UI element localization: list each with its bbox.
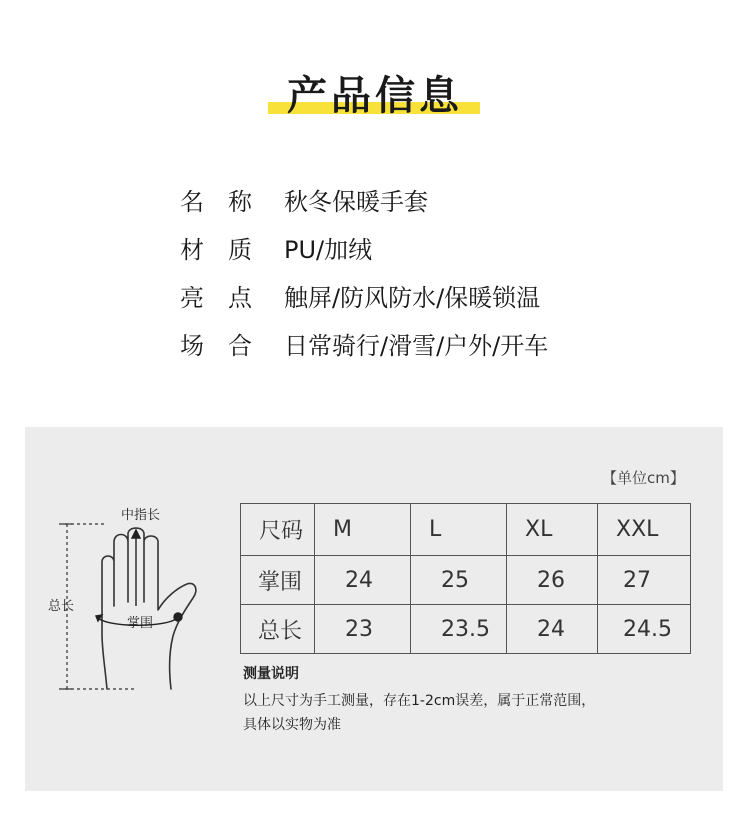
middle-finger-arrow <box>132 530 140 606</box>
note-line: 具体以实物为准 <box>243 717 341 733</box>
info-label: 材 质 <box>180 236 252 264</box>
table-row <box>241 556 691 605</box>
info-label: 场 合 <box>180 332 252 360</box>
table-cell: 24 <box>315 556 411 605</box>
palm-label: 掌围 <box>127 616 154 631</box>
info-row-occasion <box>180 328 640 376</box>
product-info <box>180 184 640 376</box>
table-cell: 26 <box>507 556 598 605</box>
note-line: 以上尺寸为手工测量，存在1-2cm误差，属于正常范围， <box>243 693 596 709</box>
info-value: PU/加绒 <box>284 236 373 264</box>
table-row <box>241 605 691 654</box>
info-row-highlights <box>180 280 640 328</box>
note-title: 测量说明 <box>243 666 299 682</box>
info-label: 名 称 <box>180 188 252 216</box>
table-cell: 尺码 <box>241 504 315 556</box>
info-row-material <box>180 232 640 280</box>
size-chart-panel <box>25 427 723 791</box>
measurement-note <box>243 663 703 737</box>
table-cell: 24 <box>507 605 598 654</box>
title-section <box>0 62 750 122</box>
page-title: 产品信息 <box>287 73 463 119</box>
middle-finger-label: 中指长 <box>121 508 161 523</box>
table-cell: 24.5 <box>598 605 691 654</box>
table-cell: M <box>315 504 411 556</box>
table-cell: 23 <box>315 605 411 654</box>
table-cell: 总长 <box>241 605 315 654</box>
hand-measure-diagram <box>47 502 247 697</box>
info-value: 触屏/防风防水/保暖锁温 <box>284 284 541 312</box>
size-table <box>240 503 691 654</box>
hand-outline <box>102 528 196 689</box>
table-cell: L <box>411 504 507 556</box>
info-value: 日常骑行/滑雪/户外/开车 <box>284 332 549 360</box>
table-cell: 25 <box>411 556 507 605</box>
info-label: 亮 点 <box>180 284 252 312</box>
unit-label: 【单位cm】 <box>602 469 685 487</box>
info-value: 秋冬保暖手套 <box>284 188 428 216</box>
table-cell: XXL <box>598 504 691 556</box>
table-header-row <box>241 504 691 556</box>
info-row-name <box>180 184 640 232</box>
table-cell: 掌围 <box>241 556 315 605</box>
table-cell: XL <box>507 504 598 556</box>
table-cell: 23.5 <box>411 605 507 654</box>
total-length-label: 总长 <box>48 599 75 614</box>
table-cell: 27 <box>598 556 691 605</box>
